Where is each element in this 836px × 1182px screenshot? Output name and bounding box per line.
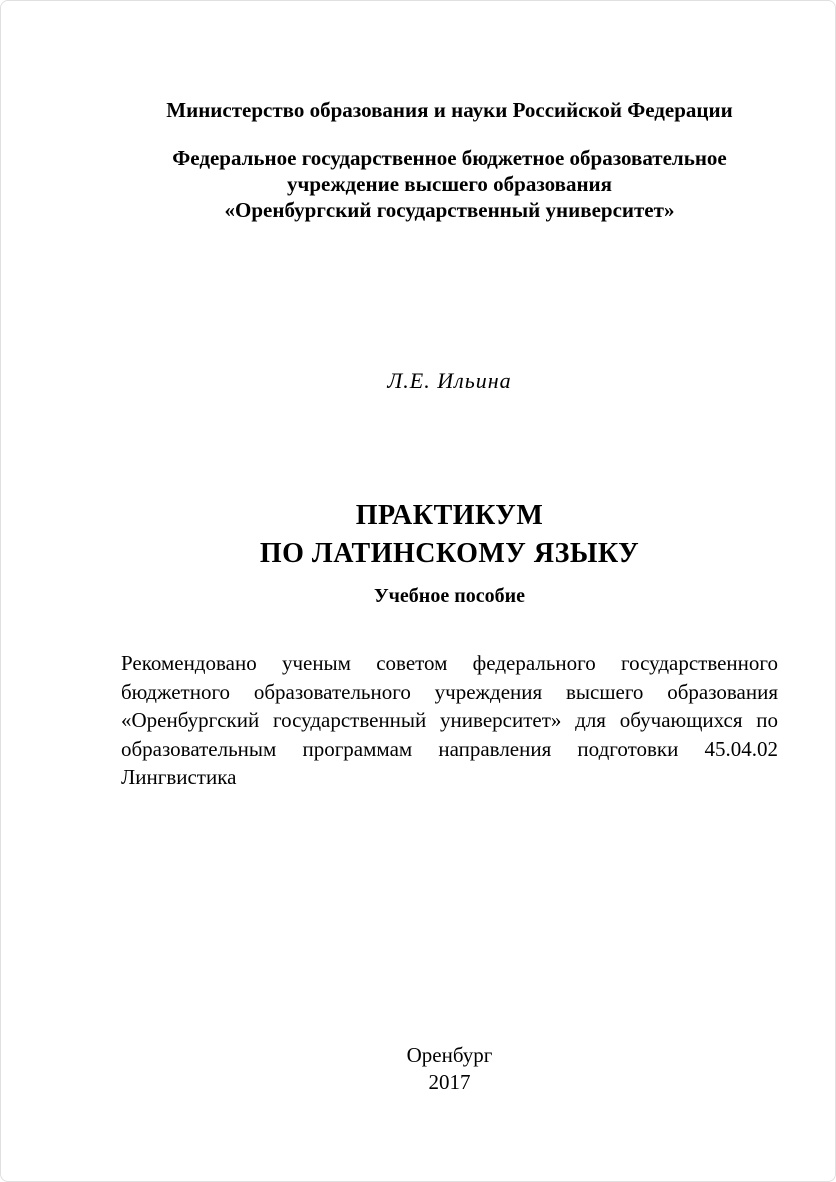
- institution-block: [121, 145, 778, 223]
- imprint-block: [121, 1042, 778, 1096]
- institution-line-3: «Оренбургский государственный университет»: [224, 198, 675, 222]
- book-title-line-1: ПРАКТИКУМ: [355, 500, 544, 531]
- ministry-line: Министерство образования и науки Российской Федерации: [166, 98, 733, 122]
- imprint-year: 2017: [428, 1070, 471, 1094]
- institution-line-1: Федеральное государственное бюджетное образовательное: [172, 146, 727, 170]
- book-title: [121, 497, 778, 573]
- recommendation-paragraph: Рекомендовано ученым советом федерального государственного бюджетного образовательного учреждения высшего образования «Оренбургский государственный университет» для обучающихся по образовательным программам направления подготовки 45.04.02 Лингвистика: [121, 651, 778, 789]
- subtitle: Учебное пособие: [373, 585, 526, 607]
- book-title-line-2: ПО ЛАТИНСКОМУ ЯЗЫКУ: [259, 538, 640, 569]
- institution-line-2: учреждение высшего образования: [286, 172, 613, 196]
- imprint-city: Оренбург: [406, 1043, 493, 1067]
- author-name: Л.Е. Ильина: [387, 368, 512, 393]
